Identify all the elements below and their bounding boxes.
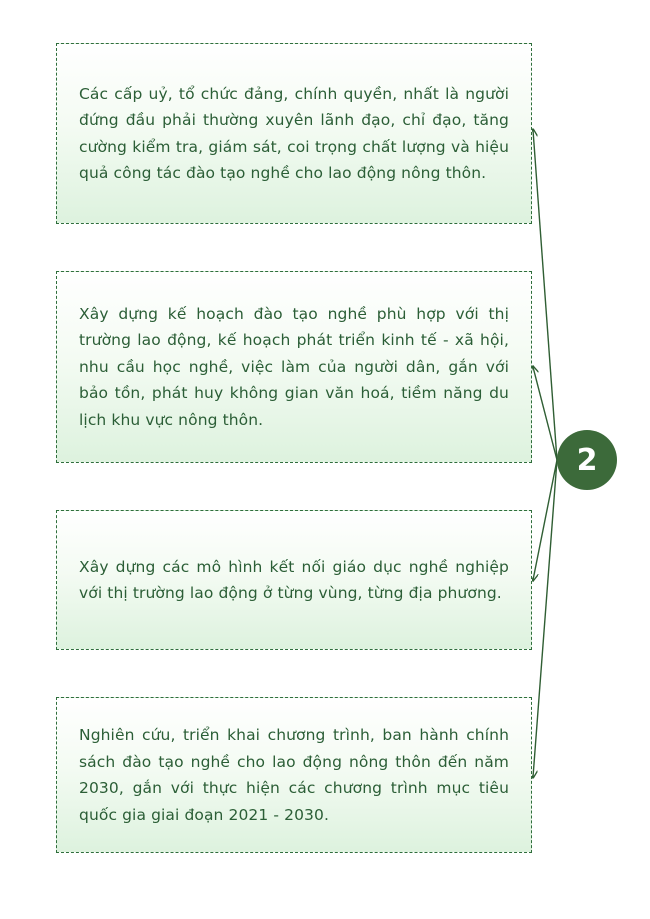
item-box-1 bbox=[56, 43, 532, 224]
item-text-3: Xây dựng các mô hình kết nối giáo dục nghề nghiệp với thị trường lao động ở từng vùng, từng địa phương. bbox=[79, 557, 509, 602]
item-box-3 bbox=[56, 510, 532, 650]
connector-to-item-4 bbox=[533, 460, 557, 777]
item-box-2 bbox=[56, 271, 532, 463]
item-text-1: Các cấp uỷ, tổ chức đảng, chính quyền, nhất là người đứng đầu phải thường xuyên lãnh đạo, chỉ đạo, tăng cường kiểm tra, giám sát, coi trọng chất lượng và hiệu quả công tác đào tạo nghề cho lao động nông thôn. bbox=[79, 84, 509, 182]
item-box-4 bbox=[56, 697, 532, 853]
step-number-badge: 2 bbox=[557, 430, 617, 490]
connector-to-item-1 bbox=[533, 130, 557, 460]
item-text-4: Nghiên cứu, triển khai chương trình, ban hành chính sách đào tạo nghề cho lao động nông thôn đến năm 2030, gắn với thực hiện các chương trình mục tiêu quốc gia giai đoạn 2021 - 2030. bbox=[79, 726, 509, 824]
connector-to-item-3 bbox=[533, 460, 557, 580]
item-text-2: Xây dựng kế hoạch đào tạo nghề phù hợp với thị trường lao động, kế hoạch phát triển kinh tế - xã hội, nhu cầu học nghề, việc làm của người dân, gắn với bảo tồn, phát huy không gian văn hoá, tiềm năng du lịch khu vực nông thôn. bbox=[79, 304, 509, 429]
